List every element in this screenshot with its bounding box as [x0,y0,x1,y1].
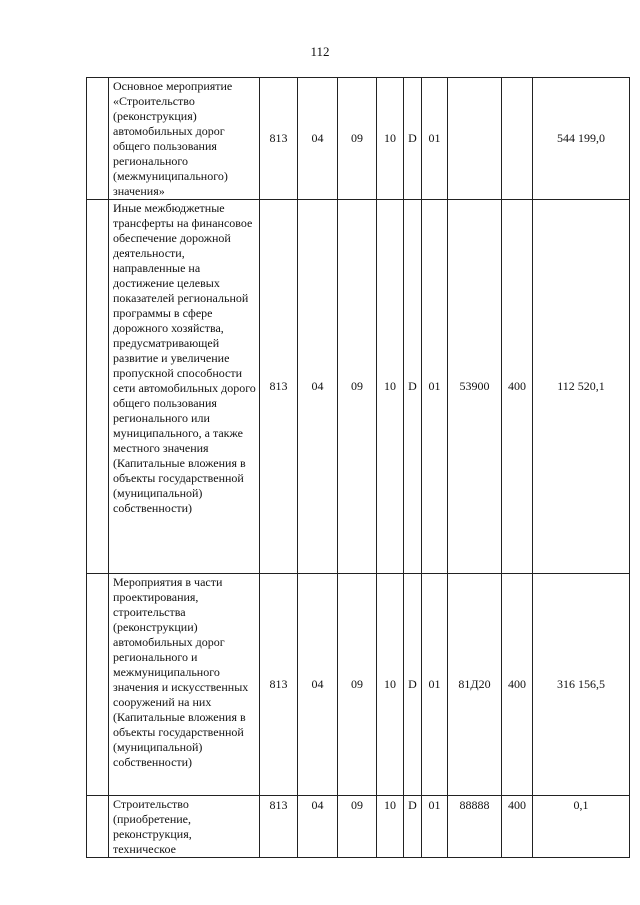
row-meropriyatie: 01 [422,200,448,574]
row-name: Основное мероприятие «Строительство (реконструкция) автомобильных дорог общего пользования регионального (межмуниципального) значения» [109,78,260,200]
row-podprogramma: D [404,796,422,858]
row-name: Иные межбюджетные трансферты на финансовое обеспечение дорожной деятельности, направленные на достижение целевых показателей региональной программы в сфере дорожного хозяйства, предусматривающей развитие и увеличение пропускной способности сети автомобильных дорого общего пользования регионального или муниципального, а также местного значения (Капитальные вложения в объекты государственной (муниципальной) собственности) [109,200,260,574]
row-podprogramma: D [404,200,422,574]
row-vid-raskhodov: 400 [502,574,533,796]
row-programma: 10 [377,78,404,200]
page-number: 112 [310,44,330,59]
row-blank-cell [87,574,109,796]
row-meropriyatie: 01 [422,574,448,796]
table-row [87,796,630,858]
row-razdel: 04 [298,200,338,574]
row-summa: 0,1 [533,796,630,858]
row-napravlenie: 88888 [448,796,502,858]
row-programma: 10 [377,574,404,796]
row-summa: 544 199,0 [533,78,630,200]
row-summa: 316 156,5 [533,574,630,796]
row-programma: 10 [377,796,404,858]
row-vedomstvo: 813 [260,796,298,858]
row-razdel: 04 [298,796,338,858]
table-row [87,78,630,200]
row-napravlenie: 53900 [448,200,502,574]
row-name: Строительство (приобретение, реконструкция, техническое [109,796,260,858]
row-summa: 112 520,1 [533,200,630,574]
row-podrazdel: 09 [338,200,377,574]
row-razdel: 04 [298,574,338,796]
row-blank-cell [87,796,109,858]
table-row [87,574,630,796]
row-napravlenie [448,78,502,200]
row-blank-cell [87,200,109,574]
row-podrazdel: 09 [338,796,377,858]
row-meropriyatie: 01 [422,796,448,858]
row-podprogramma: D [404,574,422,796]
row-podrazdel: 09 [338,78,377,200]
row-blank-cell [87,78,109,200]
row-vedomstvo: 813 [260,78,298,200]
row-programma: 10 [377,200,404,574]
row-name: Мероприятия в части проектирования, строительства (реконструкции) автомобильных дорог регионального и межмуниципального значения и искусственных сооружений на них (Капитальные вложения в объекты государственной (муниципальной) собственности) [109,574,260,796]
table-row [87,200,630,574]
row-vedomstvo: 813 [260,200,298,574]
budget-table [86,77,630,858]
row-podrazdel: 09 [338,574,377,796]
row-podprogramma: D [404,78,422,200]
row-napravlenie: 81Д20 [448,574,502,796]
row-meropriyatie: 01 [422,78,448,200]
row-vid-raskhodov [502,78,533,200]
row-vid-raskhodov: 400 [502,796,533,858]
row-razdel: 04 [298,78,338,200]
row-vid-raskhodov: 400 [502,200,533,574]
row-vedomstvo: 813 [260,574,298,796]
